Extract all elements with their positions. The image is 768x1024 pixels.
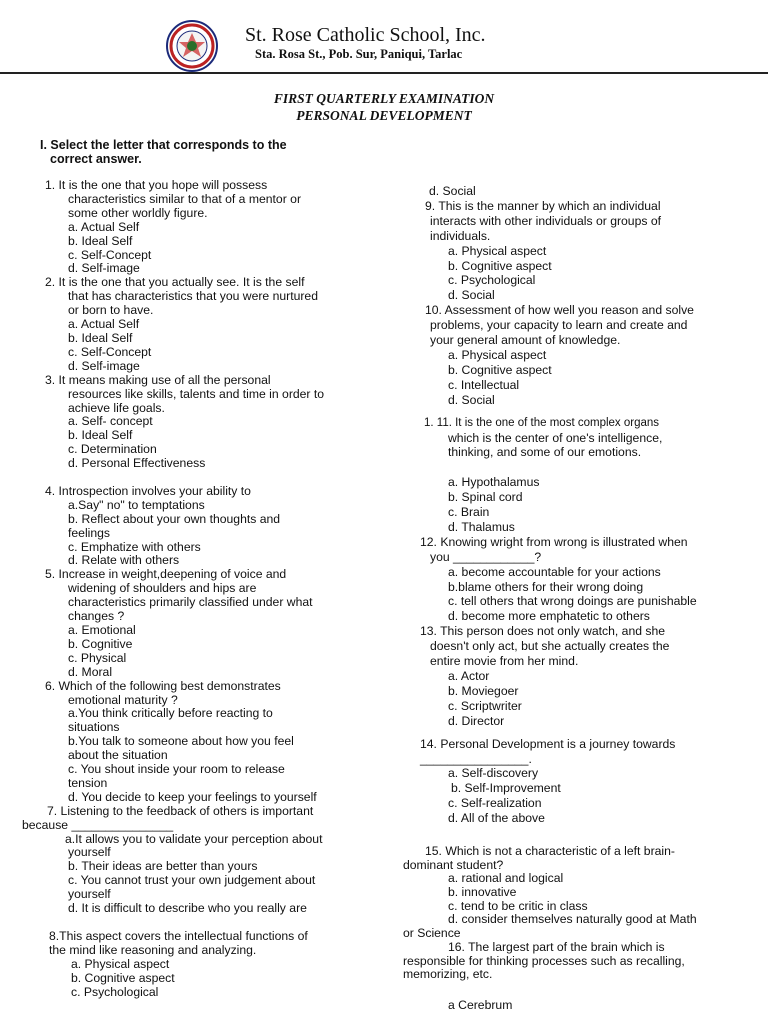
question-line: 1. 11. It is the one of the most complex organs [424,416,660,429]
exam-title: FIRST QUARTERLY EXAMINATION [273,91,495,106]
option-line: d. Thalamus [448,519,515,534]
option-line: d. You decide to keep your feelings to yourself [68,789,317,804]
question-line: 15. Which is not a characteristic of a left brain- [425,843,675,858]
question-line: thinking, and some of our emotions. [448,445,642,460]
option-line: d. Social [429,184,476,198]
question-line: some other worldly figure. [68,205,208,220]
question-line: your general amount of knowledge. [430,333,621,348]
question-line: 9. This is the manner by which an individual [425,198,661,213]
option-line: c. tell others that wrong doings are punishable [448,594,697,609]
option-line: a Cerebrum [448,997,513,1012]
question-line: you ____________? [430,549,542,564]
option-line: c. tend to be critic in class [448,898,588,913]
header-divider [0,72,768,74]
option-line: feelings [68,525,111,540]
option-line: a. Self-discovery [448,766,539,781]
question-line: doesn't only act, but she actually creates the [430,639,670,654]
question-line: that has characteristics that you were nurtured [68,289,318,304]
option-line: c. Psychological [71,984,159,999]
question-line: 13. This person does not only watch, and she [420,624,666,639]
question-line: characteristics primarily classified under what [68,595,313,610]
blank-line [45,471,324,485]
question-line: memorizing, etc. [403,967,493,982]
option-line: a.It allows you to validate your perception about [65,831,323,846]
option-line: a. become accountable for your actions [448,564,661,579]
question-line: because _______________ [22,817,174,832]
question-line: dominant student? [403,857,504,872]
question-line: entire movie from her mind. [430,654,579,669]
option-line: b. Reflect about your own thoughts and [68,511,281,526]
option-line: b. Cognitive aspect [448,258,552,273]
question-line: 4. Introspection involves your ability to [45,483,251,498]
school-address: Sta. Rosa St., Pob. Sur, Paniqui, Tarlac [255,47,463,61]
question-line: resources like skills, talents and time in order to [68,386,325,401]
option-line: d. All of the above [448,811,545,826]
option-line: d. Moral [68,664,113,679]
question-line: individuals. [430,228,491,243]
question-line: responsible for thinking processes such as recalling, [403,953,685,968]
option-line: b. Ideal Self [68,233,133,248]
instructions-line-2: correct answer. [50,152,142,166]
option-line: c. Self-Concept [68,247,152,262]
school-seal-logo [166,20,218,72]
left-column [22,178,325,999]
school-name: St. Rose Catholic School, Inc. [245,24,486,46]
option-line: d. Director [448,713,505,728]
blank-line [405,729,697,737]
option-line: about the situation [68,748,168,763]
question-line: widening of shoulders and hips are [68,581,257,596]
question-line: or born to have. [68,303,154,318]
option-line: d. Social [448,392,495,407]
option-line: a. Actual Self [68,219,140,234]
option-line: d. Self-image [68,358,140,373]
blank-line [45,916,324,930]
option-line: a. Actor [448,668,490,683]
right-column [405,184,697,1013]
option-line: a. rational and logical [448,871,564,886]
option-line: a. Emotional [68,622,136,637]
question-line: interacts with other individuals or groups of [430,213,662,228]
option-line: b. Cognitive aspect [71,970,175,985]
option-line: a.You think critically before reacting to [68,706,273,721]
question-line: 6. Which of the following best demonstrates [45,678,281,693]
option-line: b. Ideal Self [68,330,133,345]
option-line: b.You talk to someone about how you feel [68,734,294,749]
option-line: a. Physical aspect [448,347,547,362]
option-line: c. Intellectual [448,377,520,392]
option-line: b. Moviegoer [448,683,519,698]
option-line: c. You cannot trust your own judgement about [68,873,316,888]
option-line: b. Their ideas are better than yours [68,859,258,874]
option-line: or Science [403,926,461,941]
question-line: 8.This aspect covers the intellectual functions of [49,928,308,943]
option-line: c. Self-realization [448,796,542,811]
option-line: situations [68,720,120,735]
question-line: 10. Assessment of how well you reason and solve [425,303,694,318]
question-line: 12. Knowing wright from wrong is illustrated when [420,534,688,549]
option-line: b. Cognitive aspect [448,362,552,377]
question-line: the mind like reasoning and analyzing. [49,942,257,957]
blank-line [405,826,697,841]
question-line: characteristics similar to that of a mentor or [68,191,301,206]
question-line: 5. Increase in weight,deepening of voice and [45,567,287,582]
question-line: 2. It is the one that you actually see. It is the self [45,275,305,290]
blank-line [405,408,697,416]
option-line: b. innovative [448,885,517,900]
option-line: c. You shout inside your room to release [68,762,285,777]
option-line: c. Psychological [448,273,536,288]
blank-line [405,990,697,998]
option-line: b. Cognitive [68,636,133,651]
option-line: a. Self- concept [68,414,153,429]
option-line: a.Say" no" to temptations [68,497,205,512]
option-line: d. consider themselves naturally good at Math [448,912,697,927]
option-line: d. It is difficult to describe who you really are [68,901,307,916]
option-line: b. Spinal cord [448,490,523,505]
instructions-line-1: I. Select the letter that corresponds to the [40,138,287,152]
option-line: a. Physical aspect [71,956,170,971]
option-line: b. Ideal Self [68,428,133,443]
question-line: 16. The largest part of the brain which is [448,939,665,954]
question-line: achieve life goals. [68,400,165,415]
option-line: d. Social [448,288,495,303]
option-line: c. Physical [68,650,127,665]
question-line: which is the center of one's intelligence, [448,430,663,445]
option-line: c. Brain [448,505,490,520]
question-line: emotional maturity ? [68,692,178,707]
option-line: yourself [68,887,111,902]
blank-line [405,460,697,475]
option-line: tension [68,775,108,790]
question-line: problems, your capacity to learn and create and [430,318,688,333]
option-line: d. become more emphatetic to others [448,609,650,624]
option-line: d. Relate with others [68,553,180,568]
option-line: d. Self-image [68,261,140,276]
option-line: c. Self-Concept [68,344,152,359]
option-line: yourself [68,845,111,860]
option-line: a. Physical aspect [448,243,547,258]
question-line: 3. It means making use of all the personal [45,372,271,387]
question-line: ________________. [420,751,532,766]
option-line: b. Self-Improvement [451,781,561,796]
question-line: changes ? [68,609,125,624]
question-line: 14. Personal Development is a journey towards [420,736,676,751]
question-line: 1. It is the one that you hope will possess [45,178,268,192]
option-line: d. Personal Effectiveness [68,456,206,471]
exam-subject: PERSONAL DEVELOPMENT [296,108,472,123]
option-line: b.blame others for their wrong doing [448,579,644,594]
option-line: c. Determination [68,442,157,457]
option-line: a. Hypothalamus [448,475,540,490]
question-line: 7. Listening to the feedback of others is important [47,803,314,818]
option-line: a. Actual Self [68,317,140,332]
blank-line [405,982,697,990]
option-line: c. Emphatize with others [68,539,201,554]
option-line: c. Scriptwriter [448,698,522,713]
